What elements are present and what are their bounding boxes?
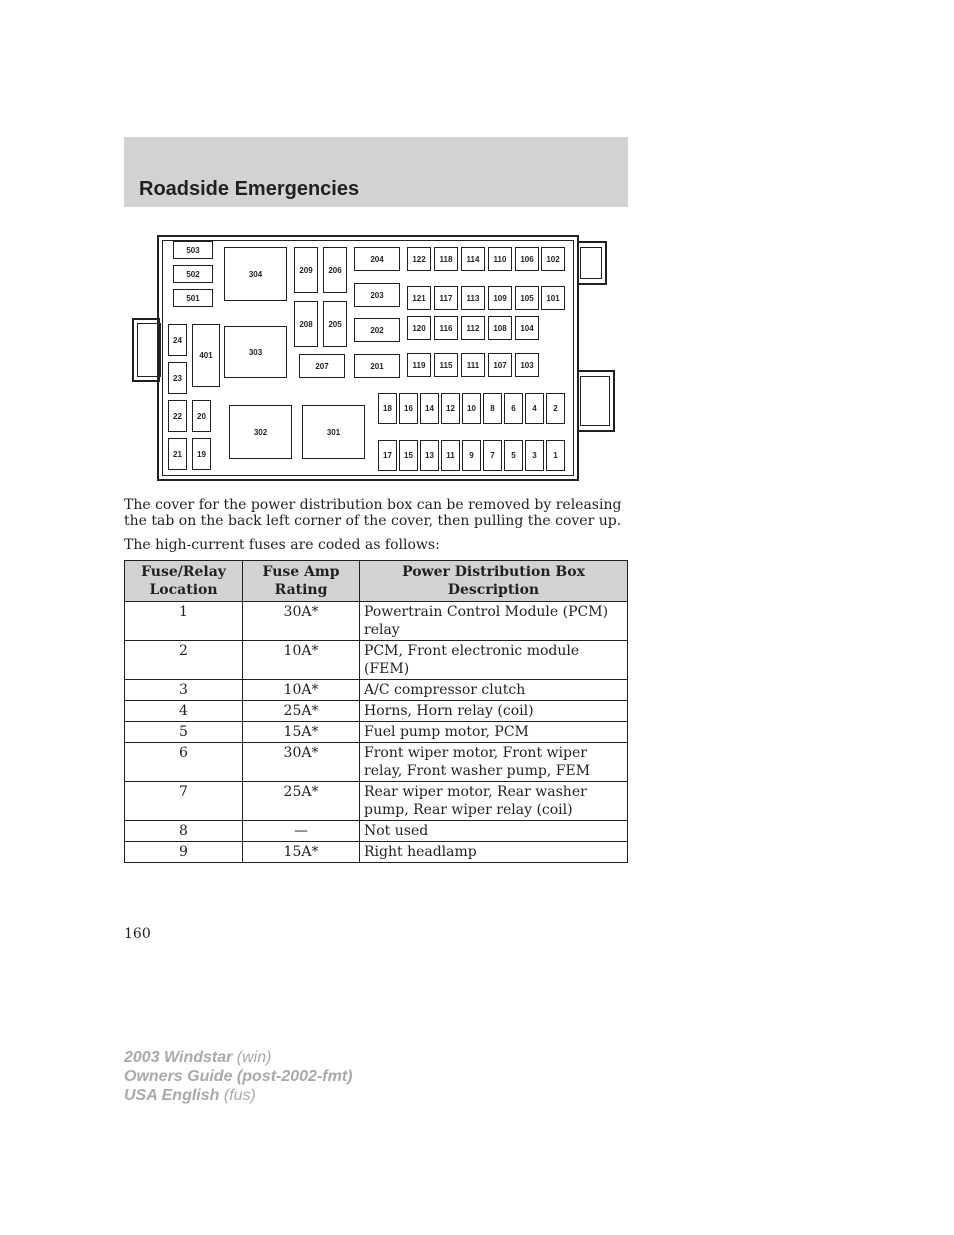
fuse-14: 14 xyxy=(420,393,439,424)
fuse-206: 206 xyxy=(323,247,347,293)
fuse-12: 12 xyxy=(441,393,460,424)
fuse-118: 118 xyxy=(434,247,458,271)
fuse-113: 113 xyxy=(461,286,485,310)
cell-description: Front wiper motor, Front wiper relay, Front washer pump, FEM xyxy=(360,743,628,782)
fuse-117: 117 xyxy=(434,286,458,310)
section-title: Roadside Emergencies xyxy=(139,178,360,200)
cell-amp: 15A* xyxy=(243,722,360,743)
cell-location: 1 xyxy=(125,602,243,641)
fuse-115: 115 xyxy=(434,353,458,377)
fuse-103: 103 xyxy=(515,353,539,377)
document-footer xyxy=(124,1048,352,1105)
cell-description: Horns, Horn relay (coil) xyxy=(360,701,628,722)
fuse-107: 107 xyxy=(488,353,512,377)
fuse-209: 209 xyxy=(294,247,318,293)
fuse-24: 24 xyxy=(168,324,187,356)
high-current-fuse-table xyxy=(124,560,628,863)
table-header-row xyxy=(125,561,628,602)
table-row xyxy=(125,782,628,821)
fuse-3: 3 xyxy=(525,440,544,471)
fuse-119: 119 xyxy=(407,353,431,377)
cell-location: 2 xyxy=(125,641,243,680)
cell-description: Not used xyxy=(360,821,628,842)
fuse-20: 20 xyxy=(192,400,211,432)
fuse-120: 120 xyxy=(407,316,431,340)
page-number: 160 xyxy=(124,926,151,942)
cell-description: A/C compressor clutch xyxy=(360,680,628,701)
footer-language-code: (fus) xyxy=(223,1087,256,1104)
table-row xyxy=(125,821,628,842)
fuse-10: 10 xyxy=(462,393,481,424)
fuse-21: 21 xyxy=(168,438,187,470)
cell-location: 8 xyxy=(125,821,243,842)
cell-location: 9 xyxy=(125,842,243,863)
section-header-band xyxy=(124,137,628,207)
fuse-501: 501 xyxy=(173,289,213,307)
cell-description: Right headlamp xyxy=(360,842,628,863)
cell-description: Rear wiper motor, Rear washer pump, Rear wiper relay (coil) xyxy=(360,782,628,821)
fuse-4: 4 xyxy=(525,393,544,424)
fuse-box-diagram xyxy=(130,233,620,485)
fuse-301: 301 xyxy=(302,405,365,459)
cover-removal-paragraph: The cover for the power distribution box can be removed by releasing the tab on the back left corner of the cover, then pulling the cover up. xyxy=(124,497,622,529)
cell-amp: 25A* xyxy=(243,701,360,722)
fuse-106: 106 xyxy=(515,247,539,271)
fuse-8: 8 xyxy=(483,393,502,424)
cell-amp: 25A* xyxy=(243,782,360,821)
footer-language: USA English xyxy=(124,1087,220,1104)
fuse-101: 101 xyxy=(541,286,565,310)
fuse-116: 116 xyxy=(434,316,458,340)
table-row xyxy=(125,722,628,743)
fuse-13: 13 xyxy=(420,440,439,471)
table-row xyxy=(125,743,628,782)
cell-location: 7 xyxy=(125,782,243,821)
right-top-tab xyxy=(577,241,607,285)
fuse-111: 111 xyxy=(461,353,485,377)
cell-location: 3 xyxy=(125,680,243,701)
fuse-207: 207 xyxy=(299,354,345,378)
fuse-302: 302 xyxy=(229,405,292,459)
cell-amp: 30A* xyxy=(243,602,360,641)
cell-amp: — xyxy=(243,821,360,842)
fuse-11: 11 xyxy=(441,440,460,471)
cell-amp: 15A* xyxy=(243,842,360,863)
fuse-204: 204 xyxy=(354,247,400,271)
fuse-108: 108 xyxy=(488,316,512,340)
header-description: Power Distribution Box Description xyxy=(360,561,628,602)
footer-model-code: (win) xyxy=(236,1049,272,1066)
fuse-203: 203 xyxy=(354,283,400,307)
fuse-17: 17 xyxy=(378,440,397,471)
fuse-502: 502 xyxy=(173,265,213,283)
left-tab xyxy=(132,318,160,382)
right-bottom-tab xyxy=(577,370,615,432)
fuse-114: 114 xyxy=(461,247,485,271)
fuse-208: 208 xyxy=(294,301,318,347)
cell-amp: 10A* xyxy=(243,641,360,680)
fuse-121: 121 xyxy=(407,286,431,310)
cell-location: 4 xyxy=(125,701,243,722)
footer-model: 2003 Windstar xyxy=(124,1049,233,1066)
fuse-109: 109 xyxy=(488,286,512,310)
fuse-2: 2 xyxy=(546,393,565,424)
fuse-202: 202 xyxy=(354,318,400,342)
footer-line-guide xyxy=(124,1067,352,1086)
fuse-23: 23 xyxy=(168,362,187,394)
fuse-105: 105 xyxy=(515,286,539,310)
fuse-122: 122 xyxy=(407,247,431,271)
fuse-6: 6 xyxy=(504,393,523,424)
fuse-104: 104 xyxy=(515,316,539,340)
footer-guide: Owners Guide (post-2002-fmt) xyxy=(124,1068,353,1085)
cell-location: 6 xyxy=(125,743,243,782)
fuse-16: 16 xyxy=(399,393,418,424)
fuse-18: 18 xyxy=(378,393,397,424)
fuse-22: 22 xyxy=(168,400,187,432)
cell-description: PCM, Front electronic module (FEM) xyxy=(360,641,628,680)
fuse-5: 5 xyxy=(504,440,523,471)
fuse-9: 9 xyxy=(462,440,481,471)
table-row xyxy=(125,602,628,641)
fuse-19: 19 xyxy=(192,438,211,470)
fuse-503: 503 xyxy=(173,241,213,259)
footer-line-language xyxy=(124,1086,352,1105)
table-row xyxy=(125,842,628,863)
table-row xyxy=(125,641,628,680)
cell-location: 5 xyxy=(125,722,243,743)
cell-description: Fuel pump motor, PCM xyxy=(360,722,628,743)
fuse-303: 303 xyxy=(224,326,287,378)
cell-amp: 10A* xyxy=(243,680,360,701)
fuse-7: 7 xyxy=(483,440,502,471)
fuse-401: 401 xyxy=(192,324,220,387)
header-amp-rating: Fuse Amp Rating xyxy=(243,561,360,602)
fuse-15: 15 xyxy=(399,440,418,471)
footer-line-model xyxy=(124,1048,352,1067)
fuse-112: 112 xyxy=(461,316,485,340)
fuse-205: 205 xyxy=(323,301,347,347)
table-row xyxy=(125,680,628,701)
cell-amp: 30A* xyxy=(243,743,360,782)
fuse-201: 201 xyxy=(354,354,400,378)
fuse-1: 1 xyxy=(546,440,565,471)
cell-description: Powertrain Control Module (PCM) relay xyxy=(360,602,628,641)
fuse-304: 304 xyxy=(224,247,287,301)
fuse-102: 102 xyxy=(541,247,565,271)
header-location: Fuse/Relay Location xyxy=(125,561,243,602)
table-row xyxy=(125,701,628,722)
fuse-110: 110 xyxy=(488,247,512,271)
fuse-coding-intro: The high-current fuses are coded as follows: xyxy=(124,537,440,553)
